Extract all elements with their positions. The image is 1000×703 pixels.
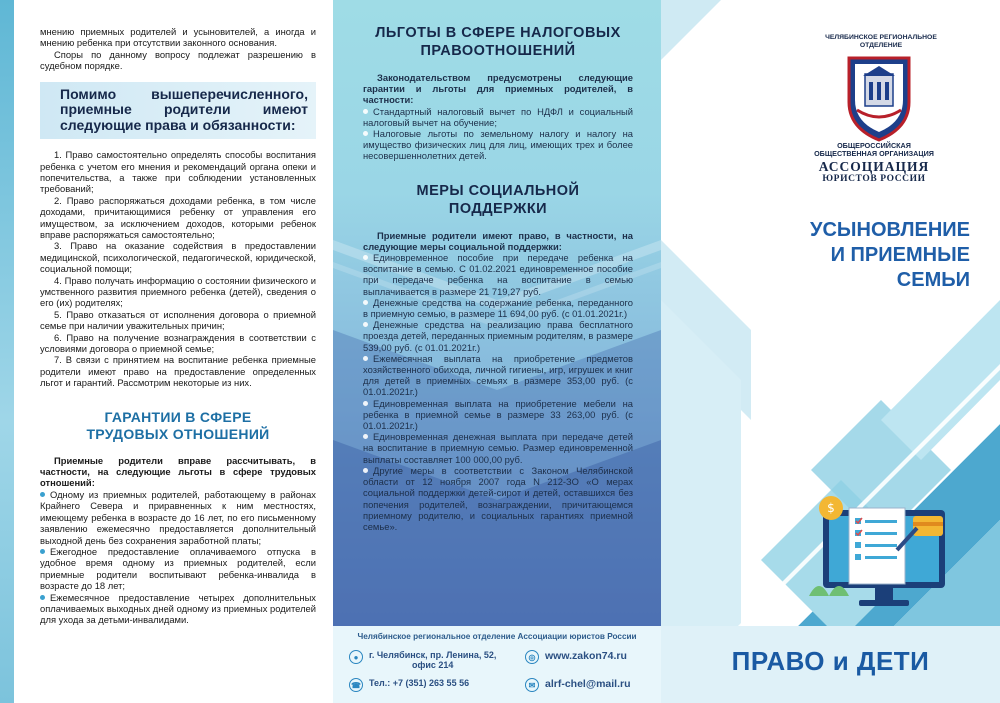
bullet-icon bbox=[363, 434, 368, 439]
bullet-icon bbox=[363, 401, 368, 406]
rights-item: 5. Право отказаться от исполнения договора о приемной семье при наличии уважительных причин; bbox=[40, 308, 316, 332]
list-item: Единовременная выплата на приобретение мебели на ребенка в приемной семье в размере 33 263,00 руб. (с 01.01.2021г.) bbox=[363, 397, 633, 432]
bullet-icon bbox=[363, 468, 368, 473]
labor-section-title bbox=[40, 409, 316, 443]
bullet-icon bbox=[363, 109, 368, 114]
contacts-footer bbox=[333, 626, 661, 703]
list-item: Денежные средства на реализацию права бесплатного проезда детей, переданных приемным родителям, в размере 539,00 руб. (с 01.01.2021г.) bbox=[363, 319, 633, 353]
tax-intro: Законодательством предусмотрены следующие гарантии и льготы для приемных родителей, в частности: bbox=[363, 72, 633, 106]
tax-title-line: ЛЬГОТЫ В СФЕРЕ НАЛОГОВЫХ bbox=[375, 25, 621, 41]
bullet-icon bbox=[363, 356, 368, 361]
email-icon: ✉ bbox=[525, 678, 539, 692]
rights-heading: Помимо вышеперечисленного, приемные родители имеют следующие права и обязанности: bbox=[40, 82, 316, 140]
rights-item: 2. Право распоряжаться доходами ребенка, в том числе доходами, причитающимися ребенку от управления его имуществом, за исключением доходов, которыми ребенок вправе распоряжаться самостоятельно; bbox=[40, 194, 316, 240]
bullet-icon bbox=[363, 255, 368, 260]
support-title-line: ПОДДЕРЖКИ bbox=[448, 200, 548, 217]
list-item: Единовременная денежная выплата при передаче детей на воспитание в приемную семью. Размер единовременной выплаты составляет 100 000,00 руб. bbox=[363, 431, 633, 465]
list-item: Ежегодное предоставление оплачиваемого отпуска в удобное время одному из приемных родителей, если приемные родители воспитывают ребенка-инвалида в возрасте до 18 лет; bbox=[40, 545, 316, 592]
email-link[interactable]: ✉ alrf-chel@mail.ru bbox=[525, 678, 631, 692]
globe-icon: ◎ bbox=[525, 650, 539, 664]
labor-intro: Приемные родители вправе рассчитывать, в частности, на следующие льготы в сфере трудовых отношений: bbox=[40, 454, 316, 489]
cover-panel bbox=[661, 0, 1000, 703]
cover-bottom-title: ПРАВО и ДЕТИ bbox=[731, 646, 930, 676]
list-item: Налоговые льготы по земельному налогу и налогу на имущество физических лиц для лиц, имеющих трех и более несовершеннолетних детей. bbox=[363, 128, 633, 162]
bullet-icon bbox=[40, 549, 45, 554]
support-section-title bbox=[363, 182, 633, 218]
intro-line: мнению приемных родителей и усыновителей, а иногда и мнению ребенка при отсутствии законного основания. bbox=[40, 26, 316, 49]
middle-panel bbox=[333, 0, 661, 703]
list-item: Одному из приемных родителей, работающему в районах Крайнего Севера и приравненных к ним местностях, имеющему ребенка в возрасте до 16 лет, по его письменному заявлению ежемесячно предоставляется дополнительный выходной день без сохранения заработной платы; bbox=[40, 488, 316, 546]
labor-title-line: ГАРАНТИИ В СФЕРЕ bbox=[104, 408, 252, 425]
list-item: Другие меры в соответствии с Законом Челябинской области от 12 ноября 2007 года N 212-ЗО «О мерах социальной поддержки детей-сирот и детей, оставшихся без попечения родителей, вознаграждении, причитающемся приемному родителю, и социальных гарантиях приемной семье». bbox=[363, 464, 633, 532]
rights-item: 3. Право на оказание содействия в предоставлении медицинской, психологической, педагогической, юридической, социальной помощи; bbox=[40, 240, 316, 275]
list-item: Ежемесячная выплата на приобретение предметов хозяйственного обихода, личной гигиены, игр, игрушек и книг для детей в приемных семьях в размере 353,00 руб. (с 01.01.2021г.) bbox=[363, 352, 633, 398]
footer-org: Челябинское региональное отделение Ассоциации юристов России bbox=[357, 632, 637, 641]
phone-icon: ☎ bbox=[349, 678, 363, 692]
intro-line: Споры по данному вопросу подлежат разрешению в судебном порядке. bbox=[40, 48, 316, 72]
support-title-line: МЕРЫ СОЦИАЛЬНОЙ bbox=[416, 182, 580, 199]
rights-item: 7. В связи с принятием на воспитание ребенка приемные родители имеют право на предоставление определенных льгот и гарантий. Рассмотрим некоторые из них. bbox=[40, 354, 316, 389]
cover-title: УСЫНОВЛЕНИЕ И ПРИЕМНЫЕ СЕМЬИ bbox=[810, 219, 970, 291]
support-intro: Приемные родители имеют право, в частности, на следующие меры социальной поддержки: bbox=[363, 229, 633, 252]
labor-title-line: ТРУДОВЫХ ОТНОШЕНИЙ bbox=[86, 425, 270, 442]
list-item: Единовременное пособие при передаче ребенка на воспитание в семью. С 01.02.2021 единовременное пособие при передаче ребенка на воспитание в семью выплачивается в размере 21 719,27 руб. bbox=[363, 252, 633, 297]
bullet-icon bbox=[40, 492, 45, 497]
rights-item: 6. Право на получение вознаграждения в соответствии с условиями договора о приемной семье; bbox=[40, 331, 316, 355]
support-list bbox=[363, 252, 633, 532]
phone: ☎ Тел.: +7 (351) 263 55 56 bbox=[349, 678, 469, 692]
address: ● г. Челябинск, пр. Ленина, 52, офис 214 bbox=[349, 650, 496, 670]
svg-text:$: $ bbox=[827, 501, 835, 515]
tax-title-line: ПРАВООТНОШЕНИЙ bbox=[420, 43, 576, 59]
labor-list bbox=[40, 489, 316, 626]
logo-org-name: ОБЩЕРОССИЙСКАЯ ОБЩЕСТВЕННАЯ ОРГАНИЗАЦИЯ АССОЦИАЦИЯ ЮРИСТОВ РОССИИ bbox=[814, 141, 934, 184]
website-link[interactable]: ◎ www.zakon74.ru bbox=[525, 650, 627, 664]
logo-org-top: ЧЕЛЯБИНСКОЕ РЕГИОНАЛЬНОЕ ОТДЕЛЕНИЕ bbox=[825, 34, 937, 49]
tax-section-title bbox=[363, 24, 633, 60]
bullet-icon bbox=[363, 300, 368, 305]
rights-item: 1. Право самостоятельно определять способы воспитания ребенка с учетом его мнения и рекомендаций органа опеки и попечительства, а также при соблюдении установленных требований; bbox=[40, 149, 316, 195]
rights-item: 4. Право получать информацию о состоянии физического и умственного развития приемного ребенка (детей), сведения о его (их) родителях; bbox=[40, 274, 316, 309]
list-item: Ежемесячное предоставление четырех дополнительных оплачиваемых выходных дней одному из приемных родителей для ухода за детьми-инвалидами. bbox=[40, 591, 316, 626]
bullet-icon bbox=[40, 595, 45, 600]
location-pin-icon: ● bbox=[349, 650, 363, 664]
list-item: Стандартный налоговый вычет по НДФЛ и социальный налоговый вычет на обучение; bbox=[363, 105, 633, 128]
checklist-monitor-illustration bbox=[809, 488, 959, 618]
left-panel bbox=[0, 0, 333, 703]
left-decor-stripe bbox=[0, 0, 14, 703]
list-item: Денежные средства на содержание ребенка, переданного в приемную семью, в размере 11 694,00 руб. (с 01.01.2021г.) bbox=[363, 296, 633, 320]
bullet-icon bbox=[363, 322, 368, 327]
tax-list bbox=[363, 106, 633, 162]
bullet-icon bbox=[363, 131, 368, 136]
left-content bbox=[40, 26, 316, 626]
middle-content bbox=[363, 24, 633, 532]
association-emblem-icon bbox=[841, 52, 917, 142]
